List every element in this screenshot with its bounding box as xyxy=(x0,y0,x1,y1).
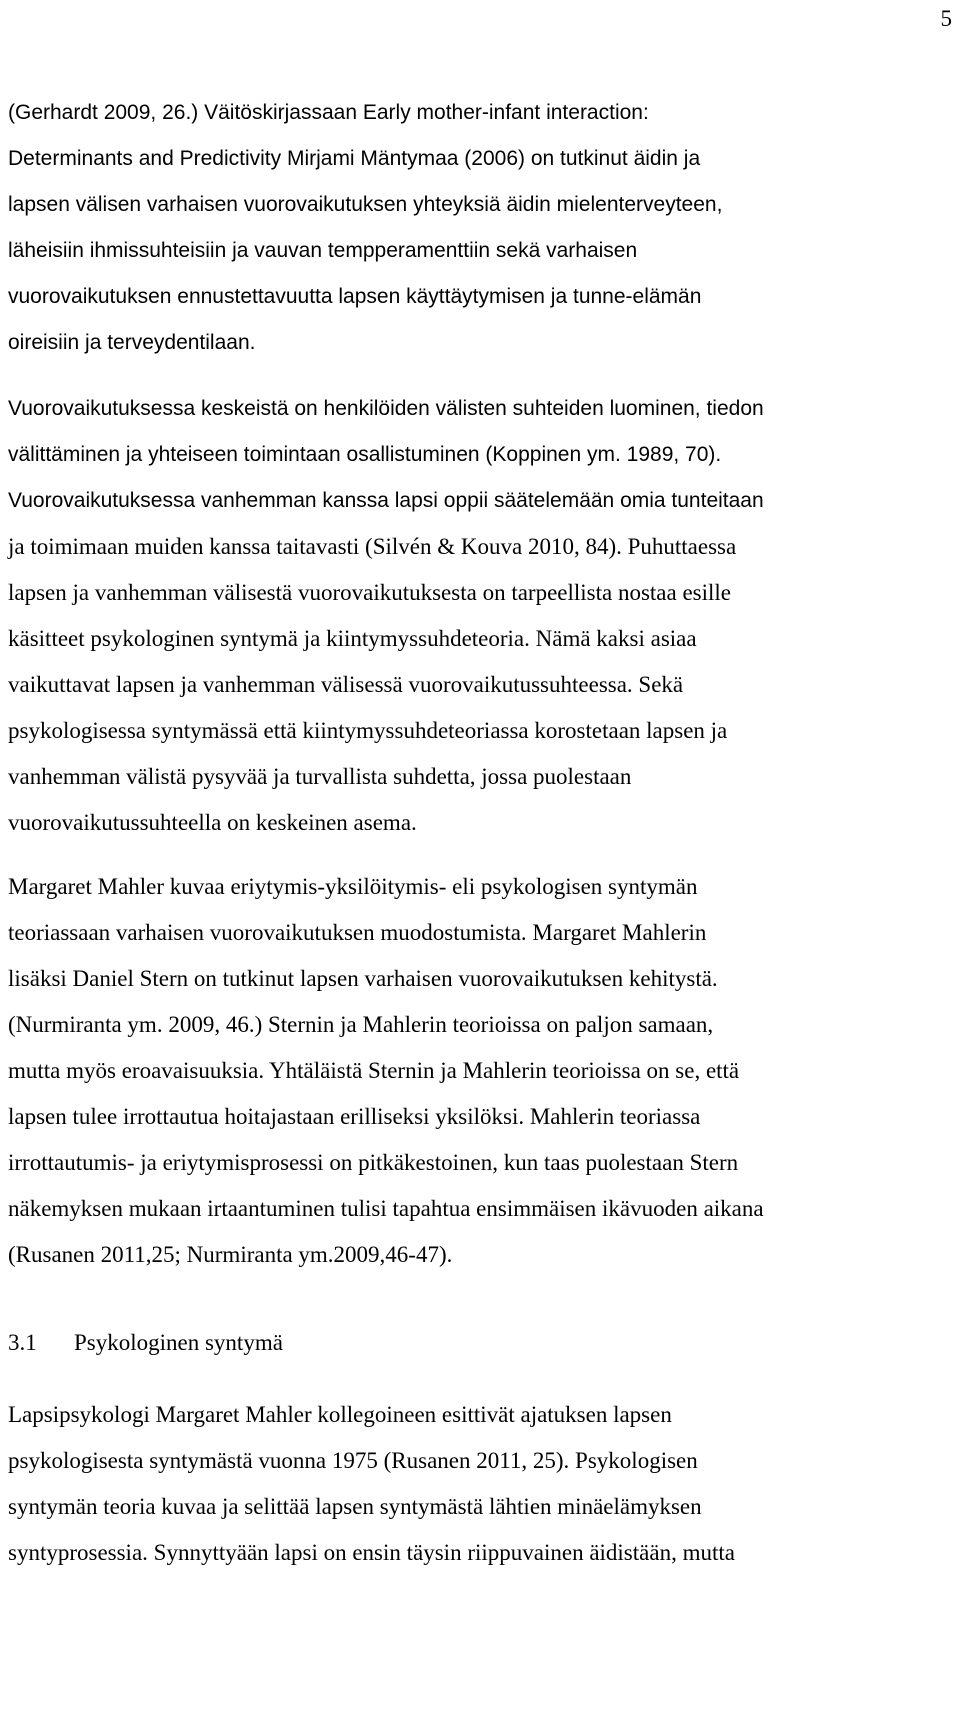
text-line: (Rusanen 2011,25; Nurmiranta ym.2009,46-47). xyxy=(8,1242,453,1267)
text-line: mutta myös eroavaisuuksia. Yhtäläistä Sternin ja Mahlerin teorioissa on se, että xyxy=(8,1058,740,1083)
text-line: läheisiin ihmissuhteisiin ja vauvan tempperamenttiin sekä varhaisen xyxy=(8,239,638,262)
text-line: välittäminen ja yhteiseen toimintaan osallistuminen (Koppinen ym. 1989, 70). xyxy=(8,443,722,466)
text-line: oireisiin ja terveydentilaan. xyxy=(8,331,256,354)
text-line: näkemyksen mukaan irtaantuminen tulisi tapahtua ensimmäisen ikävuoden aikana xyxy=(8,1196,764,1221)
text-line: Vuorovaikutuksessa vanhemman kanssa lapsi oppii säätelemään omia tunteitaan xyxy=(8,489,764,512)
text-line: psykologisesta syntymästä vuonna 1975 (Rusanen 2011, 25). Psykologisen xyxy=(8,1448,698,1473)
text-line: Margaret Mahler kuvaa eriytymis-yksilöitymis- eli psykologisen syntymän xyxy=(8,874,698,899)
text-line: lapsen tulee irrottautua hoitajastaan erilliseksi yksilöksi. Mahlerin teoriassa xyxy=(8,1104,701,1129)
text-line: Lapsipsykologi Margaret Mahler kollegoineen esittivät ajatuksen lapsen xyxy=(8,1402,672,1427)
text-line: vaikuttavat lapsen ja vanhemman välisessä vuorovaikutussuhteessa. Sekä xyxy=(8,672,684,697)
text-line: syntymän teoria kuvaa ja selittää lapsen syntymästä lähtien minäelämyksen xyxy=(8,1494,702,1519)
section-number: 3.1 xyxy=(8,1330,37,1355)
text-line: vanhemman välistä pysyvää ja turvallista suhdetta, jossa puolestaan xyxy=(8,764,632,789)
page-number: 5 xyxy=(940,6,952,31)
text-line: ja toimimaan muiden kanssa taitavasti (Silvén & Kouva 2010, 84). Puhuttaessa xyxy=(8,534,737,559)
text-line: käsitteet psykologinen syntymä ja kiintymyssuhdeteoria. Nämä kaksi asiaa xyxy=(8,626,697,651)
text-line: vuorovaikutussuhteella on keskeinen asema. xyxy=(8,810,417,835)
text-line: Vuorovaikutuksessa keskeistä on henkilöiden välisten suhteiden luominen, tiedon xyxy=(8,397,764,420)
text-line: syntyprosessia. Synnyttyään lapsi on ensin täysin riippuvainen äidistään, mutta xyxy=(8,1540,735,1565)
text-line: lapsen ja vanhemman välisestä vuorovaikutuksesta on tarpeellista nostaa esille xyxy=(8,580,732,605)
text-line: teoriassaan varhaisen vuorovaikutuksen muodostumista. Margaret Mahlerin xyxy=(8,920,707,945)
text-line: Determinants and Predictivity Mirjami Mäntymaa (2006) on tutkinut äidin ja xyxy=(8,147,701,170)
section-title: Psykologinen syntymä xyxy=(74,1330,283,1355)
text-line: psykologisessa syntymässä että kiintymyssuhdeteoriassa korostetaan lapsen ja xyxy=(8,718,728,743)
text-line: lapsen välisen varhaisen vuorovaikutuksen yhteyksiä äidin mielenterveyteen, xyxy=(8,193,723,216)
text-line: irrottautumis- ja eriytymisprosessi on pitkäkestoinen, kun taas puolestaan Stern xyxy=(8,1150,739,1175)
text-line: vuorovaikutuksen ennustettavuutta lapsen käyttäytymisen ja tunne-elämän xyxy=(8,285,702,308)
text-line: (Nurmiranta ym. 2009, 46.) Sternin ja Mahlerin teorioissa on paljon samaan, xyxy=(8,1012,714,1037)
text-line: lisäksi Daniel Stern on tutkinut lapsen varhaisen vuorovaikutuksen kehitystä. xyxy=(8,966,718,991)
text-line: (Gerhardt 2009, 26.) Väitöskirjassaan Early mother-infant interaction: xyxy=(8,101,649,124)
